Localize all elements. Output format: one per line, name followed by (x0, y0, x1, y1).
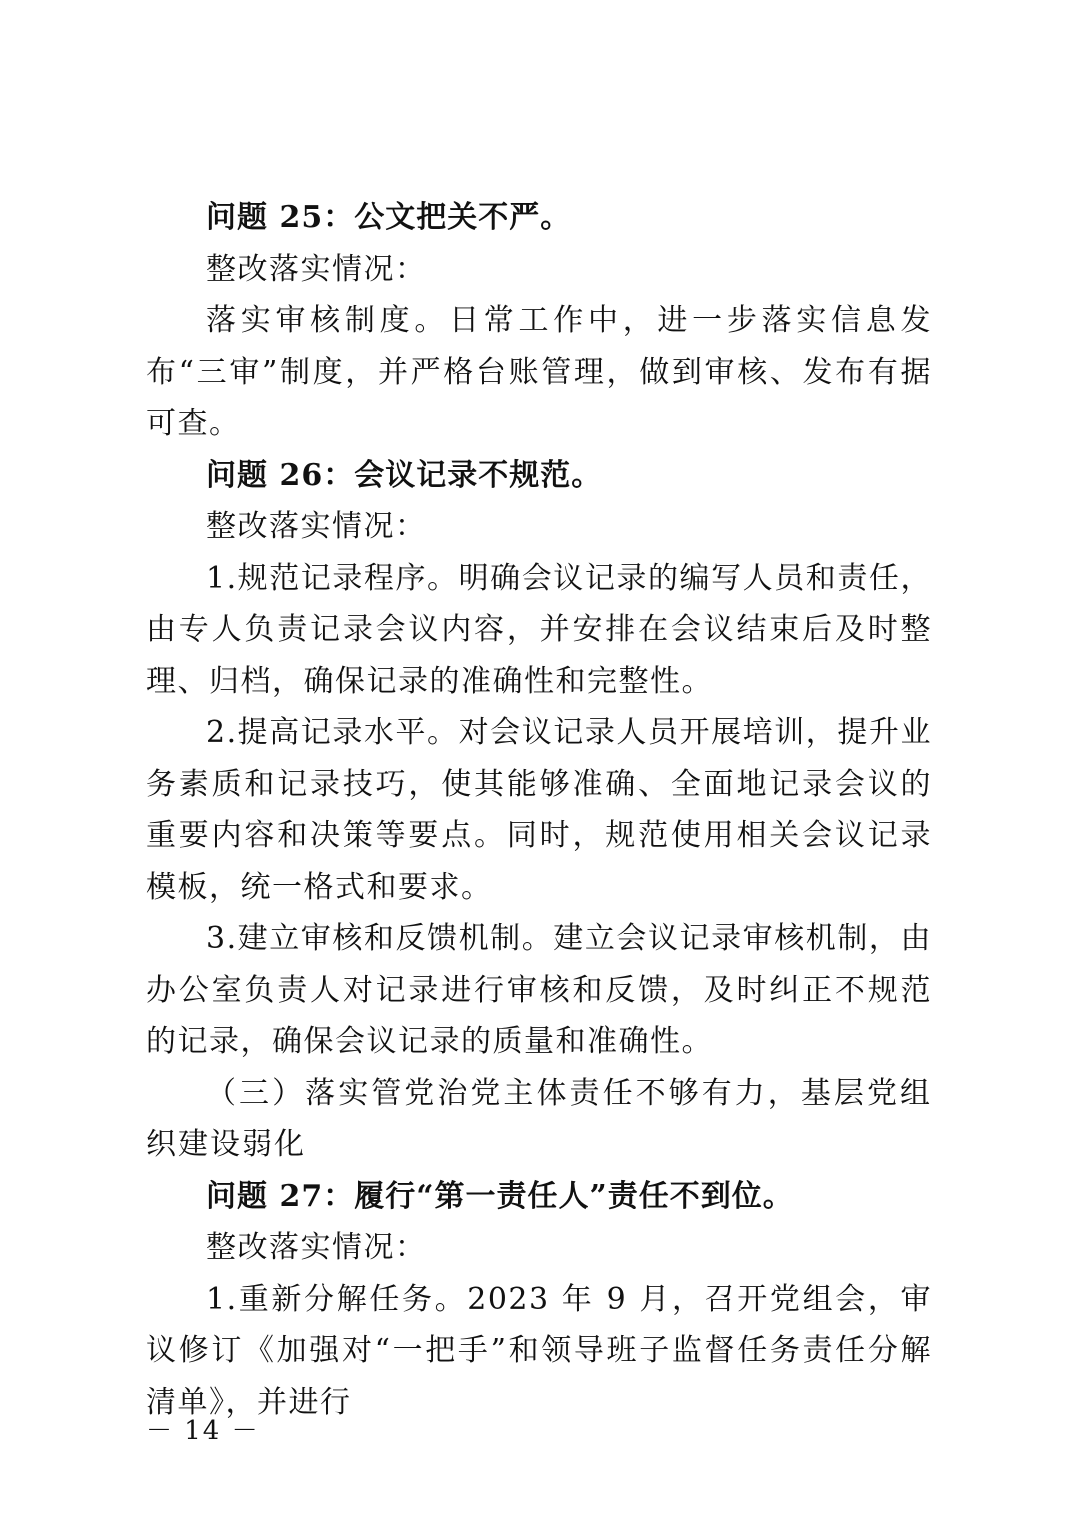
rectification-label: 整改落实情况： (206, 1230, 427, 1265)
issue-27-heading: 问题 27：履行“第一责任人”责任不到位。 (206, 1178, 794, 1214)
body-paragraph: 2.提高记录水平。对会议记录人员开展培训，提升业务素质和记录技巧，使其能够准确、全面地记录会议的重要内容和决策等要点。同时，规范使用相关会议记录模板，统一格式和要求。 (146, 715, 932, 905)
section-heading: （三）落实管党治党主体责任不够有力，基层党组织建设弱化 (146, 1075, 932, 1162)
issue-25-heading: 问题 25：公文把关不严。 (206, 200, 572, 235)
page-number: － 14 － (146, 1416, 260, 1446)
rectification-label: 整改落实情况： (206, 509, 427, 544)
document-body (146, 192, 932, 1428)
issue-26-heading: 问题 26：会议记录不规范。 (206, 457, 603, 493)
rectification-label: 整改落实情况： (206, 251, 427, 287)
body-paragraph: 1.重新分解任务。2023 年 9 月，召开党组会，审议修订《加强对“一把手”和领导班子监督任务责任分解清单》，并进行 (146, 1281, 932, 1420)
body-paragraph: 落实审核制度。日常工作中，进一步落实信息发布“三审”制度，并严格台账管理，做到审核、发布有据可查。 (146, 303, 932, 441)
body-paragraph: 3.建立审核和反馈机制。建立会议记录审核机制，由办公室负责人对记录进行审核和反馈，及时纠正不规范的记录，确保会议记录的质量和准确性。 (146, 921, 932, 1059)
body-paragraph: 1.规范记录程序。明确会议记录的编写人员和责任，由专人负责记录会议内容，并安排在会议结束后及时整理、归档，确保记录的准确性和完整性。 (146, 560, 932, 699)
